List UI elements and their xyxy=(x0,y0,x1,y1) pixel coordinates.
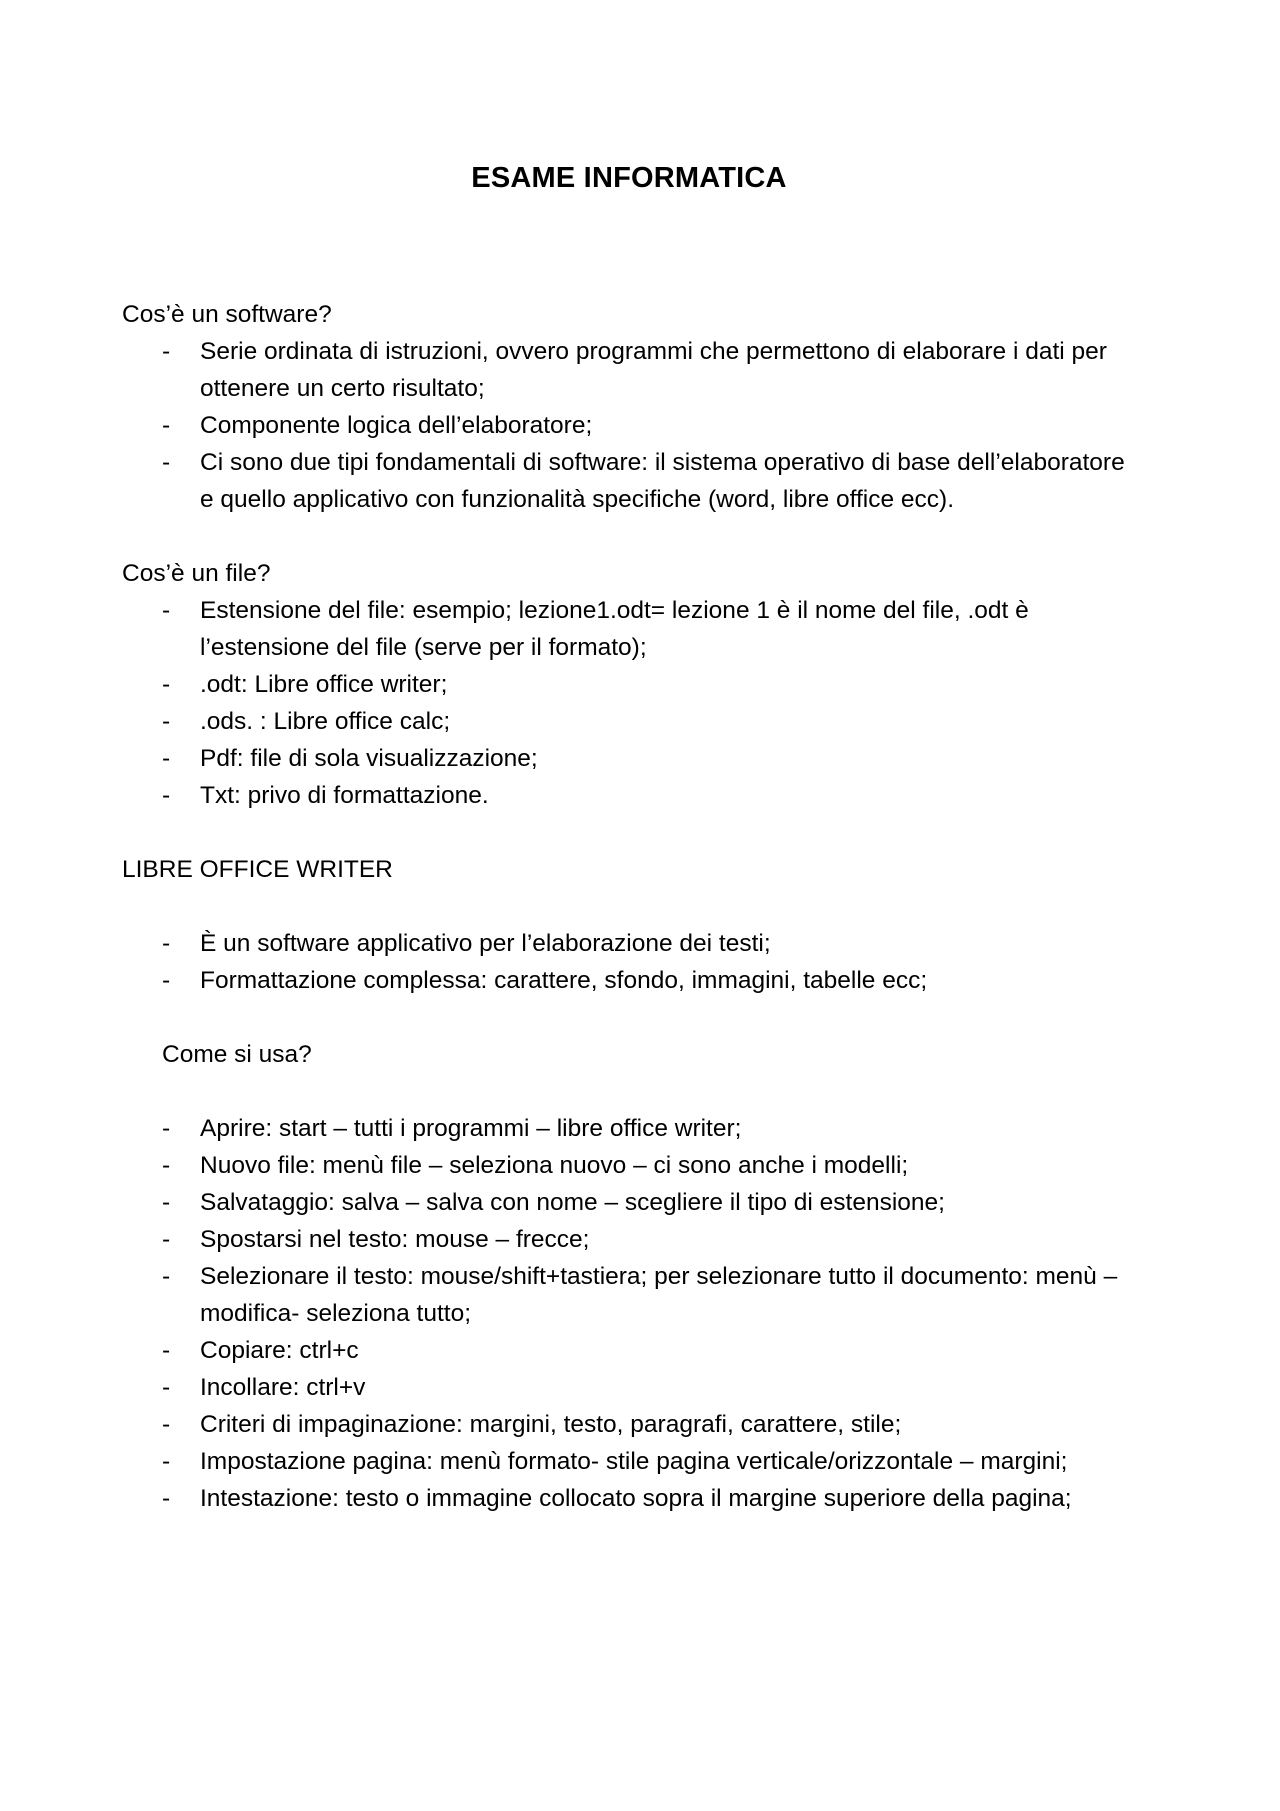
list-item-text: Salvataggio: salva – salva con nome – scegliere il tipo di estensione; xyxy=(200,1189,945,1216)
list-item-text: Formattazione complessa: carattere, sfondo, immagini, tabelle ecc; xyxy=(200,967,928,994)
bullet-dash: - xyxy=(162,449,171,476)
list-item xyxy=(122,444,1162,518)
list-item xyxy=(122,333,1162,407)
blank-line xyxy=(122,888,1162,925)
document-title: ESAME INFORMATICA xyxy=(471,162,787,194)
section-heading-libre-office-writer: LIBRE OFFICE WRITER xyxy=(122,856,393,883)
list-item xyxy=(122,1221,1162,1258)
section-heading-software: Cos’è un software? xyxy=(122,301,332,328)
bullet-dash: - xyxy=(162,745,171,772)
bullet-dash: - xyxy=(162,412,171,439)
list-item-text: Serie ordinata di istruzioni, ovvero programmi che permettono di elaborare i dati per ottenere un certo risultato; xyxy=(200,338,1107,402)
section-heading-file: Cos’è un file? xyxy=(122,560,271,587)
list-item-text: Txt: privo di formattazione. xyxy=(200,782,489,809)
list-item-text: .odt: Libre office writer; xyxy=(200,671,448,698)
section-heading-come-si-usa: Come si usa? xyxy=(162,1041,312,1068)
list-item xyxy=(122,703,1162,740)
list-software xyxy=(122,333,1162,518)
list-item-text: È un software applicativo per l’elaborazione dei testi; xyxy=(200,930,771,957)
list-item xyxy=(122,1406,1162,1443)
bullet-dash: - xyxy=(162,1448,171,1475)
bullet-dash: - xyxy=(162,1263,171,1290)
bullet-dash: - xyxy=(162,1337,171,1364)
bullet-dash: - xyxy=(162,1115,171,1142)
list-writer xyxy=(122,925,1162,999)
bullet-dash: - xyxy=(162,1411,171,1438)
list-item xyxy=(122,1443,1162,1480)
bullet-dash: - xyxy=(162,782,171,809)
bullet-dash: - xyxy=(162,1485,171,1512)
list-item-text: .ods. : Libre office calc; xyxy=(200,708,451,735)
list-item xyxy=(122,1258,1162,1332)
list-item-text: Intestazione: testo o immagine collocato sopra il margine superiore della pagina; xyxy=(200,1485,1072,1512)
list-item xyxy=(122,740,1162,777)
list-item-text: Criteri di impaginazione: margini, testo, paragrafi, carattere, stile; xyxy=(200,1411,902,1438)
list-item-text: Estensione del file: esempio; lezione1.odt= lezione 1 è il nome del file, .odt è l’estensione del file (serve per il formato); xyxy=(200,597,1029,661)
list-item xyxy=(122,592,1162,666)
document-body xyxy=(122,296,1162,1517)
list-item xyxy=(122,777,1162,814)
list-item xyxy=(122,1184,1162,1221)
list-usage xyxy=(122,1110,1162,1517)
bullet-dash: - xyxy=(162,671,171,698)
list-file xyxy=(122,592,1162,814)
list-item xyxy=(122,962,1162,999)
bullet-dash: - xyxy=(162,1374,171,1401)
list-item-text: Nuovo file: menù file – seleziona nuovo – ci sono anche i modelli; xyxy=(200,1152,909,1179)
bullet-dash: - xyxy=(162,930,171,957)
blank-line xyxy=(122,999,1162,1036)
list-item xyxy=(122,925,1162,962)
list-item xyxy=(122,1147,1162,1184)
bullet-dash: - xyxy=(162,597,171,624)
bullet-dash: - xyxy=(162,1152,171,1179)
list-item-text: Spostarsi nel testo: mouse – frecce; xyxy=(200,1226,590,1253)
bullet-dash: - xyxy=(162,708,171,735)
list-item-text: Ci sono due tipi fondamentali di software: il sistema operativo di base dell’elaboratore e quello applicativo con funzionalità specifiche (word, libre office ecc). xyxy=(200,449,1125,513)
list-item-text: Selezionare il testo: mouse/shift+tastiera; per selezionare tutto il documento: menù – modifica- seleziona tutto; xyxy=(200,1263,1118,1327)
blank-line xyxy=(122,814,1162,851)
list-item-text: Pdf: file di sola visualizzazione; xyxy=(200,745,538,772)
list-item-text: Aprire: start – tutti i programmi – libre office writer; xyxy=(200,1115,742,1142)
list-item xyxy=(122,666,1162,703)
bullet-dash: - xyxy=(162,338,171,365)
list-item xyxy=(122,1369,1162,1406)
list-item xyxy=(122,1480,1162,1517)
list-item xyxy=(122,1110,1162,1147)
blank-line xyxy=(122,1073,1162,1110)
list-item-text: Componente logica dell’elaboratore; xyxy=(200,412,593,439)
list-item xyxy=(122,1332,1162,1369)
list-item xyxy=(122,407,1162,444)
list-item-text: Incollare: ctrl+v xyxy=(200,1374,366,1401)
bullet-dash: - xyxy=(162,1189,171,1216)
list-item-text: Impostazione pagina: menù formato- stile pagina verticale/orizzontale – margini; xyxy=(200,1448,1068,1475)
blank-line xyxy=(122,518,1162,555)
bullet-dash: - xyxy=(162,967,171,994)
list-item-text: Copiare: ctrl+c xyxy=(200,1337,359,1364)
bullet-dash: - xyxy=(162,1226,171,1253)
